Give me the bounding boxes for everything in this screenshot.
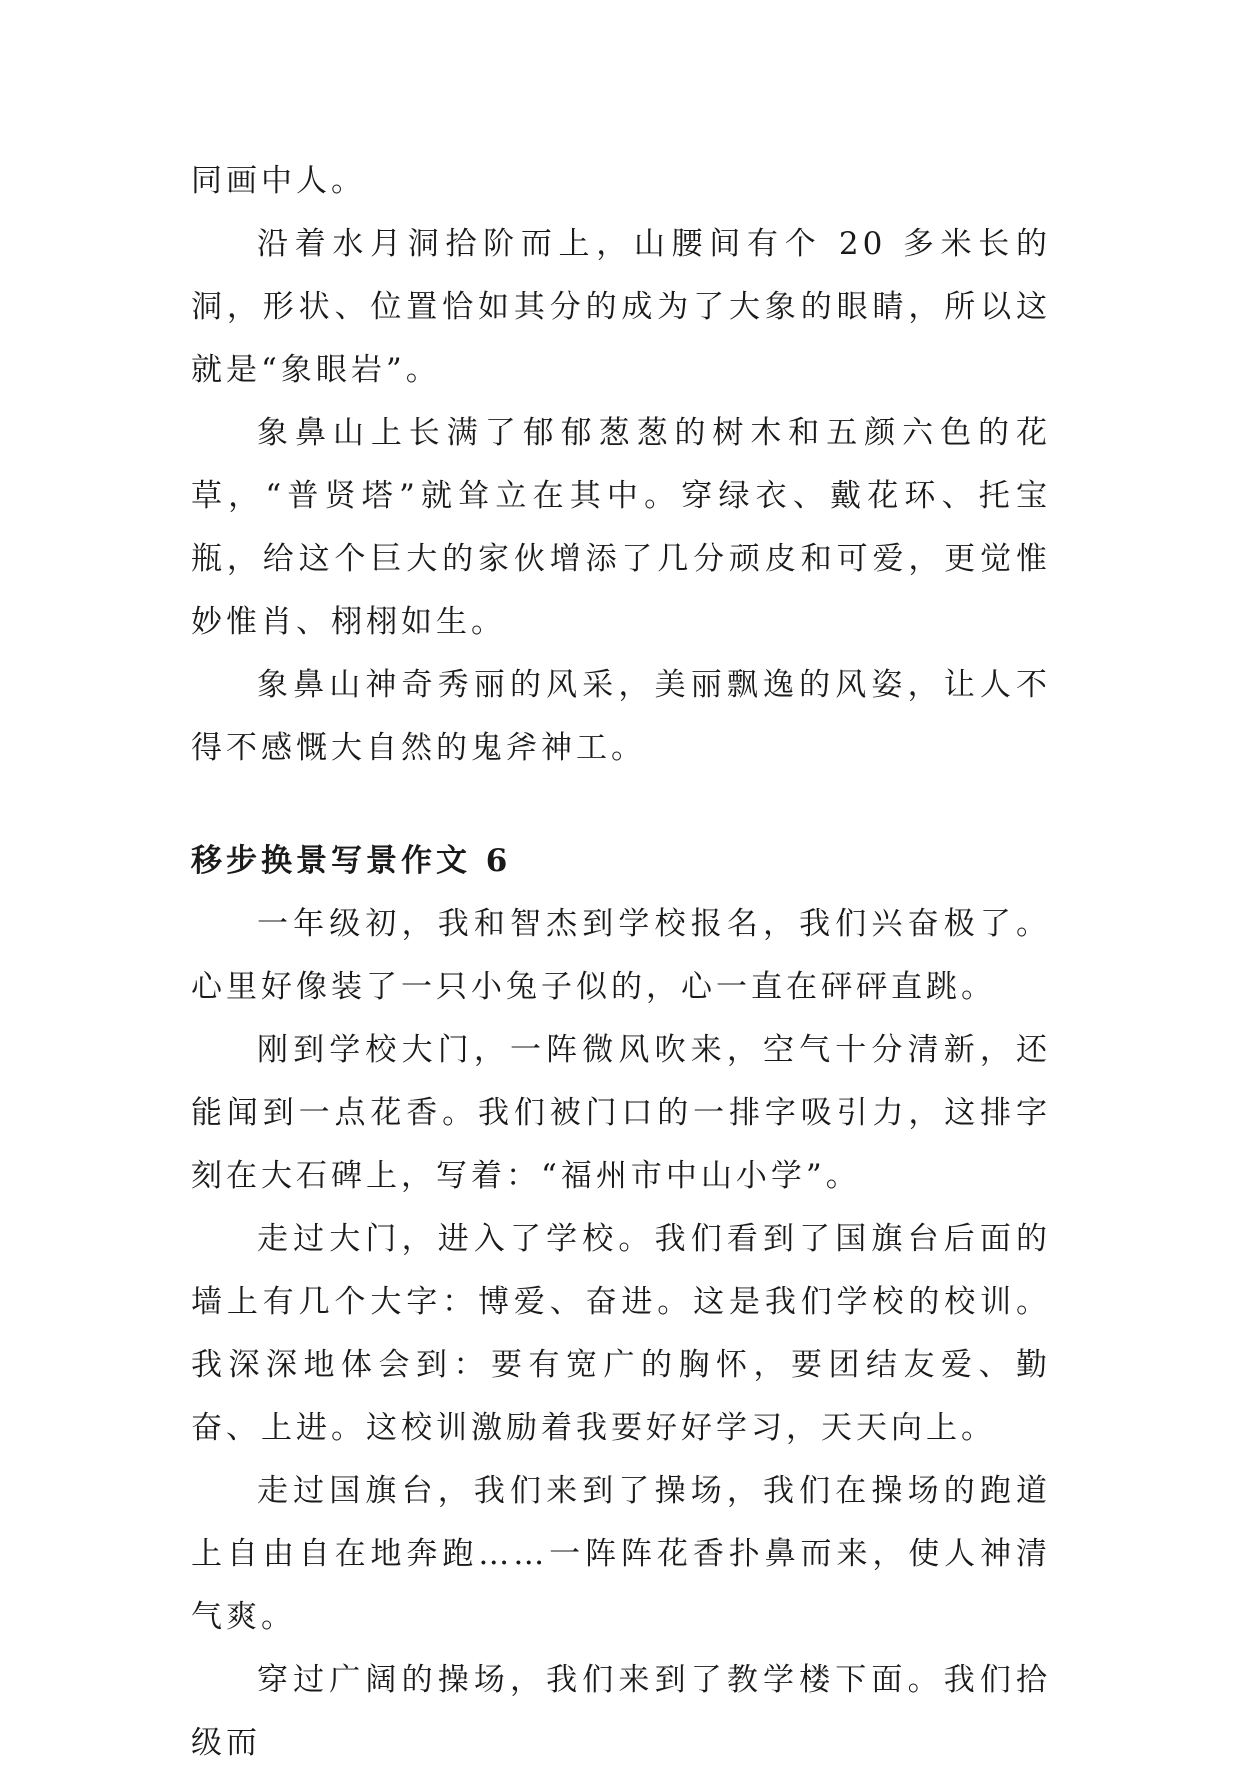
paragraph-school-gate: 刚到学校大门，一阵微风吹来，空气十分清新，还能闻到一点花香。我们被门口的一排字吸引力，这排字刻在大石碑上，写着：“福州市中山小学”。 (191, 1032, 1051, 1194)
paragraph-puxian-pagoda: 象鼻山上长满了郁郁葱葱的树木和五颜六色的花草，“普贤塔”就耸立在其中。穿绿衣、戴花环、托宝瓶，给这个巨大的家伙增添了几分顽皮和可爱，更觉惟妙惟肖、栩栩如生。 (191, 415, 1051, 640)
paragraph-school-motto: 走过大门，进入了学校。我们看到了国旗台后面的墙上有几个大字：博爱、奋进。这是我们学校的校训。我深深地体会到：要有宽广的胸怀，要团结友爱、勤奋、上进。这校训激励着我要好好学习，天天向上。 (191, 1221, 1051, 1446)
document-body (191, 150, 1051, 1775)
section-title: 移步换景写景作文 6 (191, 843, 512, 879)
paragraph-teaching-building: 穿过广阔的操场，我们来到了教学楼下面。我们拾级而 (191, 1662, 1051, 1761)
paragraph-playground: 走过国旗台，我们来到了操场，我们在操场的跑道上自由自在地奔跑……一阵阵花香扑鼻而来，使人神清气爽。 (191, 1473, 1051, 1635)
paragraph-school-registration: 一年级初，我和智杰到学校报名，我们兴奋极了。心里好像装了一只小兔子似的，心一直在砰砰直跳。 (191, 906, 1051, 1005)
paragraph-conclusion: 象鼻山神奇秀丽的风采，美丽飘逸的风姿，让人不得不感慨大自然的鬼斧神工。 (191, 667, 1051, 766)
paragraph-elephant-eye-rock: 沿着水月洞拾阶而上，山腰间有个 20 多米长的洞，形状、位置恰如其分的成为了大象的眼睛，所以这就是“象眼岩”。 (191, 226, 1051, 388)
paragraph-continuation: 同画中人。 (191, 163, 366, 199)
